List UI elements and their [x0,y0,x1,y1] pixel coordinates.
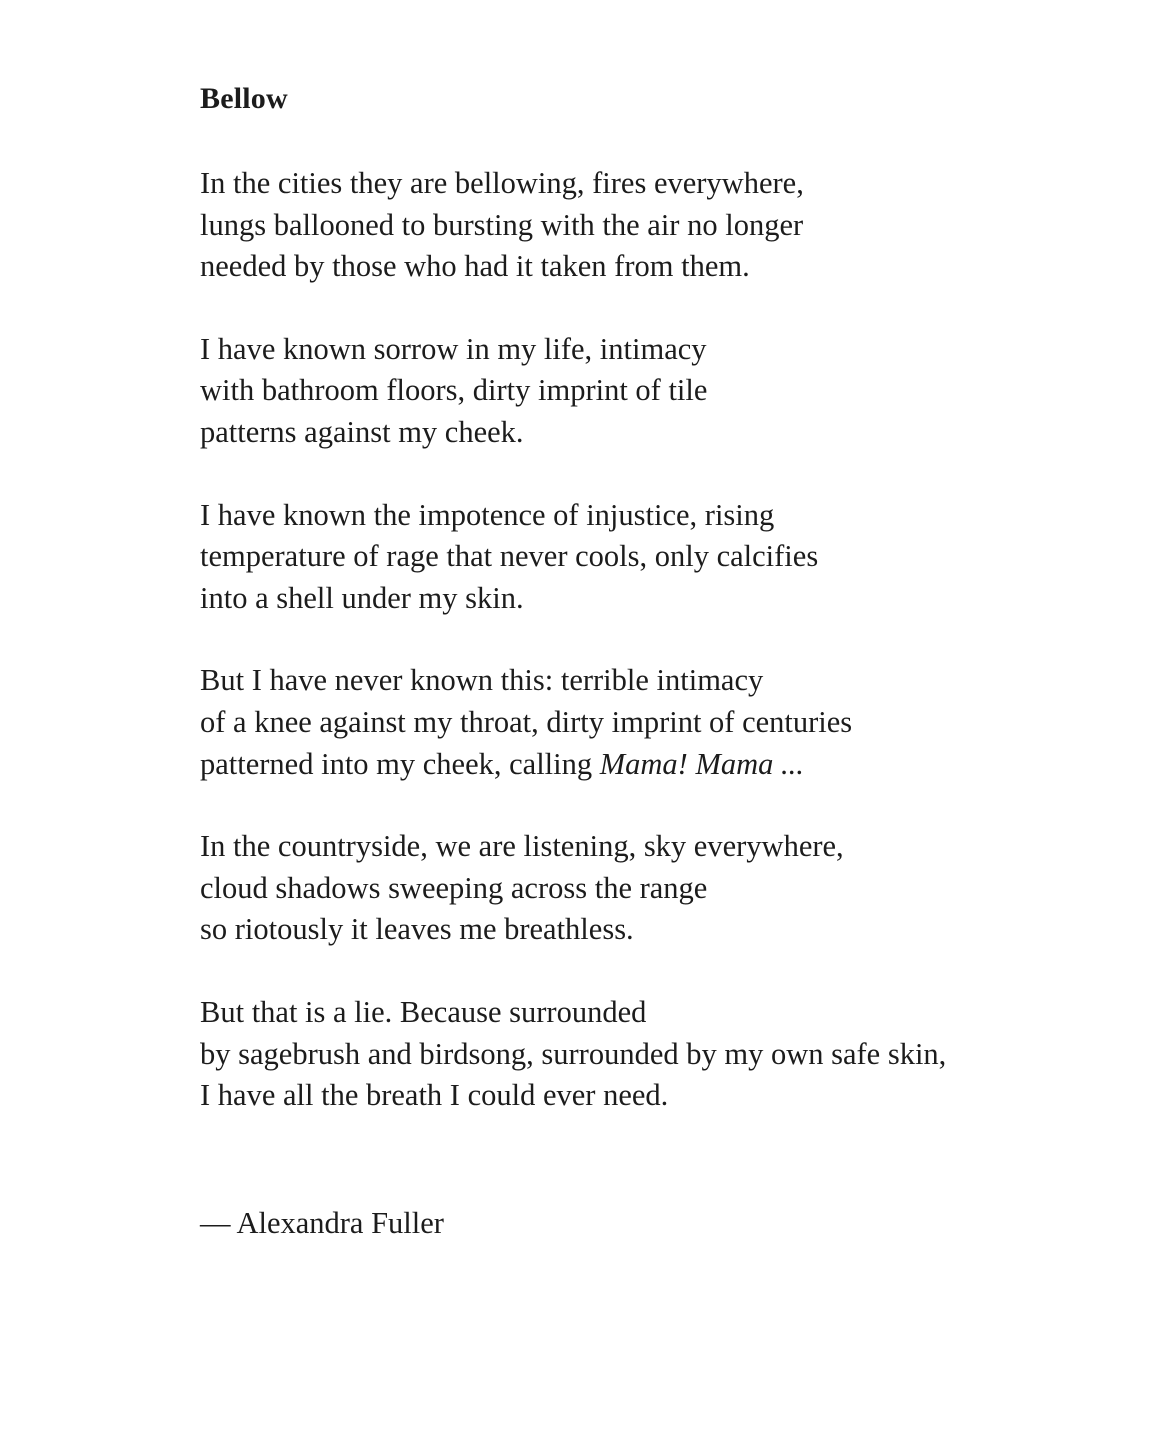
poem-line: But I have never known this: terrible intimacy [200,663,764,698]
poem-line-with-italic [200,744,1100,786]
poem-line: I have known sorrow in my life, intimacy [200,331,707,366]
stanza-1 [200,163,1100,288]
poem-line: into a shell under my skin. [200,580,524,615]
poem-line-italic: Mama! Mama ... [599,746,804,781]
poem-line: so riotously it leaves me breathless. [200,912,634,947]
poem-line: In the countryside, we are listening, sky everywhere, [200,829,844,864]
poem-line: needed by those who had it taken from them. [200,249,750,284]
poem-line: patterns against my cheek. [200,414,524,449]
poem-title: Bellow [200,82,288,115]
poem-line: with bathroom floors, dirty imprint of tile [200,373,708,408]
poem-line: In the cities they are bellowing, fires everywhere, [200,166,804,200]
poem-line: by sagebrush and birdsong, surrounded by my own safe skin, [200,1036,947,1071]
stanza-6 [200,992,1100,1117]
poem-line: cloud shadows sweeping across the range [200,870,708,905]
stanza-5 [200,826,1100,951]
stanza-2 [200,329,1100,454]
poem-body [200,163,1100,1158]
stanza-4 [200,660,1100,785]
poem-line: I have known the impotence of injustice, rising [200,497,775,532]
poem-line: But that is a lie. Because surrounded [200,994,647,1029]
stanza-3 [200,495,1100,620]
poem-attribution: — Alexandra Fuller [200,1206,444,1240]
poem-line-prefix: patterned into my cheek, calling [200,746,600,781]
poem-line: I have all the breath I could ever need. [200,1078,669,1113]
poem-line: lungs ballooned to bursting with the air no longer [200,207,804,242]
poem-line: temperature of rage that never cools, only calcifies [200,539,819,574]
poem-line: of a knee against my throat, dirty imprint of centuries [200,704,853,739]
